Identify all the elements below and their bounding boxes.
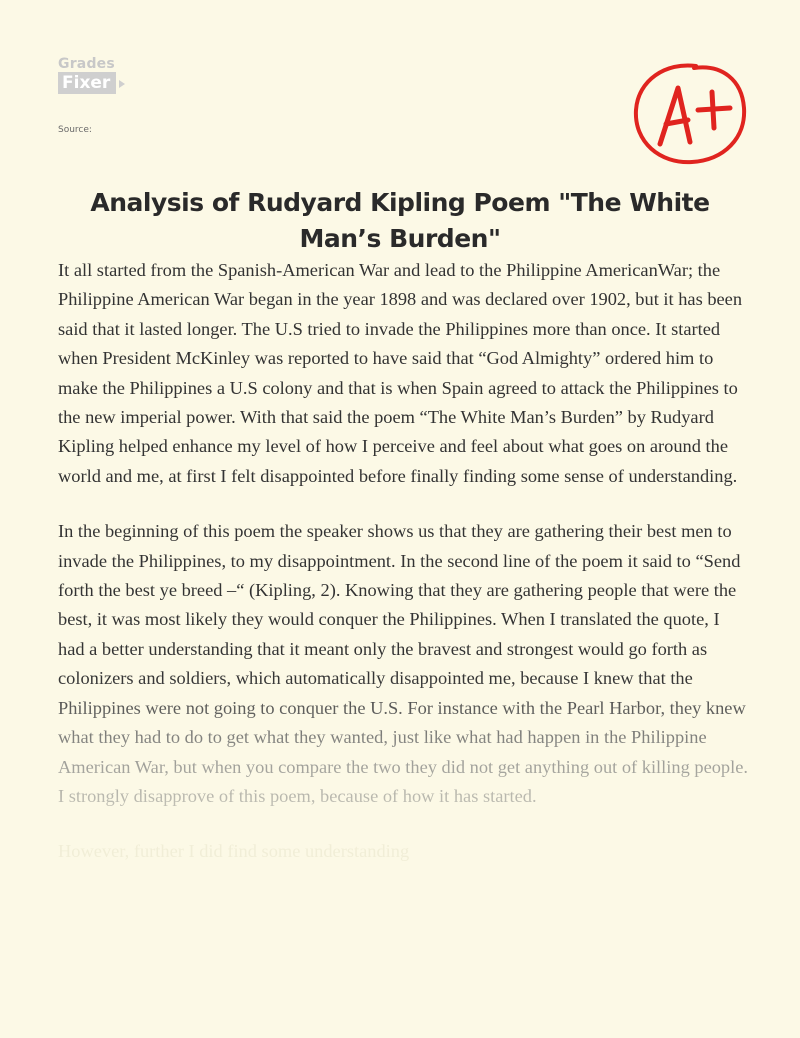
paragraph-3-faded: However, further I did find some understanding: [58, 841, 410, 862]
logo-arrow-icon: [119, 80, 125, 88]
source-label: Source:: [58, 125, 92, 135]
gradesfixer-logo[interactable]: [58, 56, 158, 94]
a-plus-grade-stamp-icon: [626, 58, 754, 170]
logo-fixer-label: Fixer: [62, 73, 111, 93]
article-body: [58, 256, 748, 893]
logo-text-grades: Grades: [58, 56, 115, 72]
paragraph-2: In the beginning of this poem the speaker shows us that they are gathering their best men to invade the Philippines, to my disappointment. In the second line of the poem it said to “Send forth the best ye breed –“ (Kipling, 2). Knowing that they are gathering people that were the best, it was most likely they would conquer the Philippines. When I translated the quote, I had a better understanding that it meant only the bravest and strongest would go forth as colonizers and soldiers, which automatically disappointed me, because I knew that the Philippines were not going to conquer the U.S. For instance with the Pearl Harbor, they knew what they had to do to get what they wanted, just like what had happen in the Philippine American War, but when you compare the two they did not get anything out of killing people. I strongly disapprove of this poem, because of how it has started.: [58, 517, 748, 811]
paragraph-1: It all started from the Spanish-American War and lead to the Philippine AmericanWar; the Philippine American War began in the year 1898 and was declared over 1902, but it has been said that it lasted longer. The U.S tried to invade the Philippines more than once. It started when President McKinley was reported to have said that “God Almighty” ordered him to make the Philippines a U.S colony and that is when Spain agreed to attack the Philippines to the new imperial power. With that said the poem “The White Man’s Burden” by Rudyard Kipling helped enhance my level of how I perceive and feel about what goes on around the world and me, at first I felt disappointed before finally finding some sense of understanding.: [58, 260, 743, 486]
page-title: Analysis of Rudyard Kipling Poem "The White Man’s Burden": [90, 188, 710, 253]
content-fade-overlay: [0, 900, 800, 1038]
logo-text-fixer: [58, 72, 116, 94]
